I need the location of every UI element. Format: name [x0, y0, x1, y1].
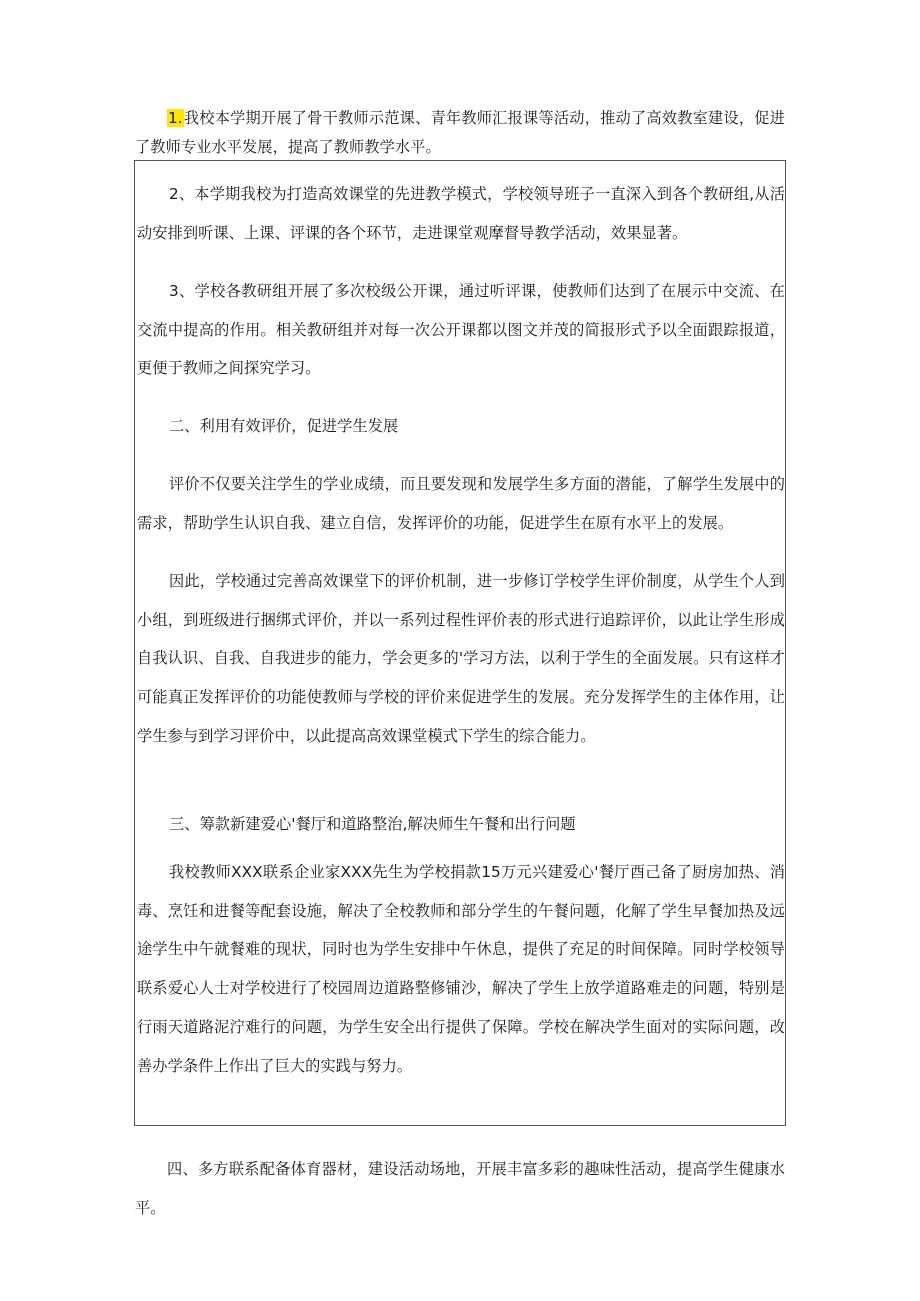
paragraph-canteen: 我校教师XXX联系企业家XXX先生为学校捐款15万元兴建爱心'餐厅酉己备了厨房加热、消毒、烹饪和进餐等配套设施，解决了全校教师和部分学生的午餐问题，化解了学生早餐加热及远途学生中午就餐难的现状，同时也为学生安排中午休息，提供了充足的时间保障。同时学校领导联系爱心人士对学校进行了校园周边道路整修铺沙，解决了学生上放学道路难走的问题，特别是行雨天道路泥泞难行的问题，为学生安全出行提供了保障。学校在解决学生面对的实际问题，改善办学条件上作出了巨大的实践与努力。 — [137, 863, 785, 1075]
section-heading-evaluation: 二、利用有效评价，促进学生发展 — [169, 417, 399, 435]
paragraph-item-3: 3、学校各教研组开展了多次校级公开课，通过听评课，使教师们达到了在展示中交流、在交流中提高的作用。相关教研组并对每一次公开课都以图文并茂的简报形式予以全面跟踪报道，更便于教师之间探究学习。 — [137, 282, 785, 378]
intro-text: 我校本学期开展了骨干教师示范课、青年教师汇报课等活动，推动了高效教室建设，促进了教师专业水平发展，提高了教师教学水平。 — [135, 109, 785, 156]
section-heading-sports: 四、多方联系配备体育器材，建设活动场地，开展丰富多彩的趣味性活动，提高学生健康水平。 — [135, 1160, 785, 1217]
paragraph-evaluation: 评价不仅要关注学生的学业成绩，而且要发现和发展学生多方面的潜能，了解学生发展中的需求，帮助学生认识自我、建立自信，发挥评价的功能，促进学生在原有水平上的发展。 — [137, 475, 785, 532]
bordered-text-box — [134, 160, 786, 1126]
paragraph-evaluation-mechanism: 因此，学校通过完善高效课堂下的评价机制，进一步修订学校学生评价制度，从学生个人到小组，到班级进行捆绑式评价，并以一系列过程性评价表的形式进行追踪评价，以此让学生形成自我认识、自我、自我进步的能力，学会更多的'学习方法，以利于学生的全面发展。只有这样才可能真正发挥评价的功能使教师与学校的评价来促进学生的发展。充分发挥学生的主体作用，让学生参与到学习评价中，以此提高高效课堂模式下学生的综合能力。 — [137, 572, 785, 745]
highlighted-number: 1. — [168, 109, 183, 127]
intro-paragraph — [135, 104, 785, 162]
paragraph-item-2: 2、本学期我校为打造高效课堂的先进教学模式，学校领导班子一直深入到各个教研组,从活动安排到听课、上课、评课的各个环节，走进课堂观摩督导教学活动，效果显著。 — [137, 185, 785, 242]
section-heading-canteen: 三、筹款新建爱心'餐厅和道路整治,解决师生午餐和出行问题 — [169, 815, 576, 833]
